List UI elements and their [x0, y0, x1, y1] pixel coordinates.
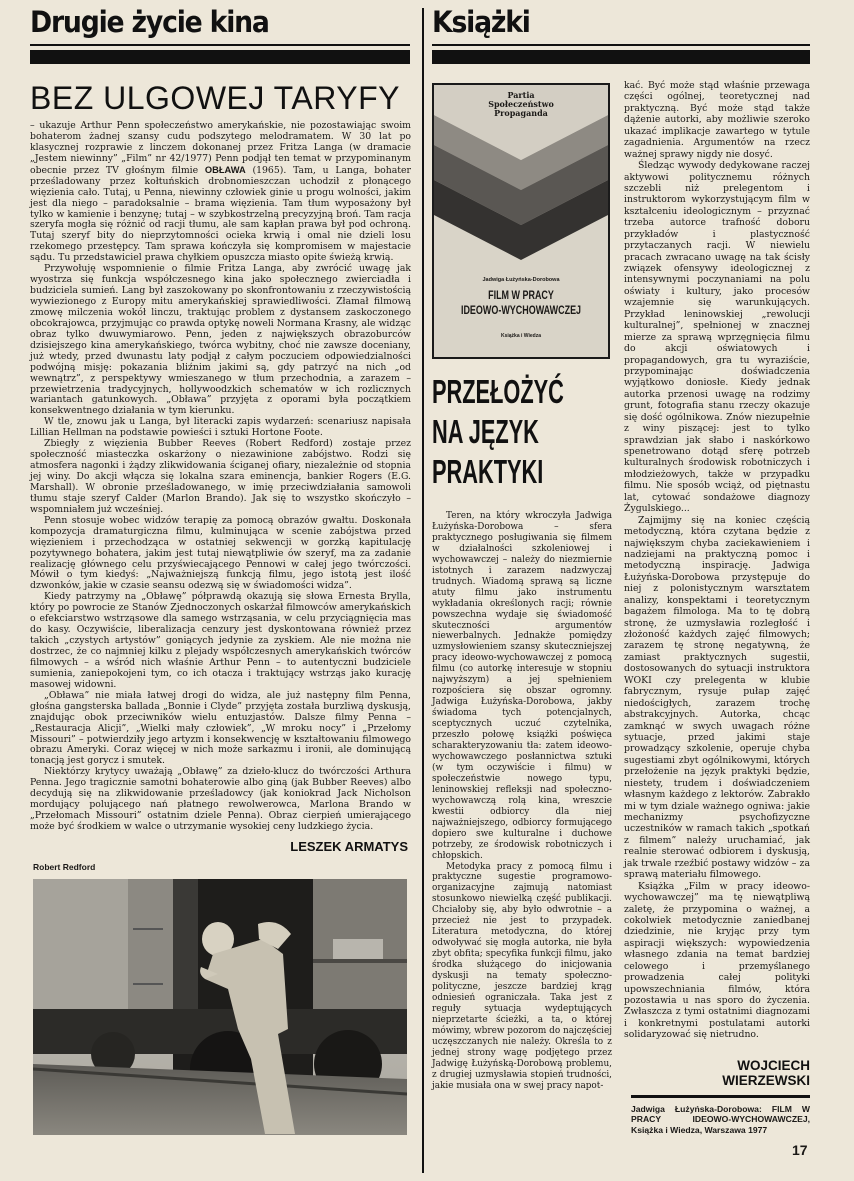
article-headline-bez-ulgowej-taryfy: BEZ ULGOWEJ TARYFY [30, 80, 400, 116]
author-byline-wojciech-wierzewski [640, 1058, 810, 1088]
headline-line: PRAKTYKI [432, 453, 544, 490]
paragraph [30, 121, 411, 264]
article-body-right-column [624, 80, 810, 1041]
paragraph: Kiedy patrzymy na „Obławę” półprawdą okazują się słowa Ernesta Brylla, który po powrocie ze Stanów Zjednoczonych oskarżał filmowców amerykańskich o efekciarstwo wstrząsowe dla samego wstrząsania, w celu przyciągnięcia mas do kasy. Oczywiście, liberalizacja cenzury jest dyskontowana również przez takich „czystych artystów” goniących jedynie za zyskiem. Ale nie można nie dostrzec, że co najmniej kilku z plejady współczesnych amerykańskich twórców filmowych – a wśród nich właśnie Arthur Penn – to autentyczni budziciele sumienia, zaniepokojeni tym, co ich otacza i traktujący wstrząs jako kurację masowej widowni. [30, 591, 411, 690]
bibliography-rule [631, 1095, 810, 1098]
book-cover-author: Jadwiga Łużyńska-Dorobowa [482, 277, 560, 283]
paragraph: Przywołuję wspomnienie o filmie Fritza Langa, aby zwrócić uwagę jak wyostrza się funkcja współczesnego kina jako społecznego zwierciadła i budziciela sumień. Lang był zaszokowany po skonfrontowaniu z rzeczywistością wywiezionego z Europy mitu amerykańskiej sprawiedliwości. Złamał filmową zmowę milczenia wokół linczu, traktując problem z dystansem zaskoczonego obcokrajowca, przyjmując co prawda optykę noweli Normana Krasny, ale widząc obraz tylko dwuwymiarowo. Penn, jeden z największych obrazoburców dzisiejszego kina amerykańskiego, twórca wybitny, choć nie zawsze doceniany, już wtedy, przed dwunastu laty podjął z całym poczuciem odpowiedzialności podwójną misję: pokazania bliźnim jakimi są, gdy patrzyć na nich „od wewnątrz”, z perspektywy wmieszanego w tłum przechodnia, a zarazem – przewietrzenia tradycyjnych, hollywoodzkich schematów w ich rozlicznych wariantach gatunkowych. „Obława” przyjęta z oporami była początkiem konsekwentnego działania w tym kierunku. [30, 263, 411, 417]
series-word: Społeczeństwo [488, 99, 554, 109]
section-title-ksiazki: Książki [432, 5, 530, 39]
column-divider [422, 8, 424, 1173]
header-rule-thick-left [30, 50, 410, 64]
paragraph: Penn stosuje wobec widzów terapię za pomocą obrazów gwałtu. Doskonała kompozycja dramaturgiczna filmu, kulminująca w scenie zabójstwa przed więzieniem i przechodząca w ostatniej sekwencji w gorzką kapitulację pozytywnego bohatera, jakim jest tutaj niewątpliwie ów szeryf, ma za zadanie realizację głównego celu przyświecającego Pennowi w całej jego twórczości. Mówił o tym kiedyś: „Najważniejszą funkcją filmu, jego istotą jest ilość dzwonków, jakie w czasie seansu odezwą się w świadomości widza”. [30, 514, 411, 592]
paragraph: Książka „Film w pracy ideowo-wychowawczej” ma tę niewątpliwą zaletę, że przypomina o ważnej, a cokolwiek metodycznie zaniedbanej dziedzinie, nie kryjąc przy tym aspiracji większych: wypowiedzenia własnego zdania na temat bardziej celowego i przemyślanego prowadzenia całej polityki upowszechniania filmów, która pozostawia u nas sporo do życzenia. Zwłaszcza z tymi ostatnimi diagnozami i konkretnymi postulatami autorki solidaryzować się nietrudno. [624, 880, 810, 1041]
film-still-illustration [33, 879, 407, 1135]
article-body-middle-column [432, 511, 612, 1092]
book-cover [432, 83, 610, 359]
paragraph: Śledząc wywody dedykowane raczej aktywowi politycznemu różnych szczebli niż prelegentom i instruktorom wykorzystującym film w kształceniu ideologicznym – przyznać trzeba autorce trafność doboru przykładów i plastyczność przytaczanych racji. W niewielu pracach zwracano uwagę na tak ścisły związek ofensywy ideologicznej z intensywnymi poczynaniami na polu oświaty i kultury, jako procesów wzajemnie się warunkujących. Przykład leninowskiej „rewolucji kulturalnej”, spełnionej w znacznej mierze za sprawą wprzęgnięcia filmu do akcji oświatowych i propagandowych, gra tu wyraziście, przypominając doświadczenia wyjątkowo doniosłe. Kiedy jednak autorka przenosi uwagę na rodzimy grunt, fotografia stanu rzeczy okazuje się dość ogólnikowa. Znów niezupełnie z winy piszącej: jest to tylko sprawdzian jak słabo i naskórkowo spenetrowano dotąd sferę potrzeb kulturalnych środowisk robotniczych i młodzieżowych, także w przypadku filmu. Nie sposób wciąż, od piętnastu lat, cytować sondażowe diagnozy Żygulskiego... [624, 160, 810, 515]
paragraph: „Obława” nie miała łatwej drogi do widza, ale już następny film Penna, głośna gangsterska ballada „Bonnie i Clyde” przyjęta została burzliwą dyskusją, znajdując obok przeciwników wielu entuzjastów. Dalsze filmy Penna – „Restauracja Alicji”, „Wielki mały człowiek”, „W mroku nocy” i „Przełomy Missouri” – potwierdziły jego artyzm i konsekwencję w kształtowaniu filmowego obrazu Ameryki. Coraz więcej w nich może sarkazmu i ironii, ale dominującą tonacją jest gorycz i smutek. [30, 689, 411, 767]
paragraph-text: (1965). Tam, u Langa, bohater prześladowany przez kołtuńskich drobnomieszczan uchodził z płonącego więzienia cało. Tutaj, u Penna, niewinny człowiek ginie u progu wolności, jakim jest dla niego – paradoksalnie – brama więzienia. Tam tłum wyposażony był tylko w kamienie i benzynę; tutaj – w szybkostrzelną precyzyjną broń. Tam racja szeryfa mogła się różnić od racji tłumu, ale sam kapłan prawa był pod ochroną. Tutaj szeryf bity do nieprzytomności ocieka krwią i omal nie dzieli losu rzekomego przestępcy. Tam sprawa kończyła się kompromisem w majestacie sądu. Tu przedstawiciel prawa chyłkiem opuszcza miasto opite świeżą krwią. [30, 164, 411, 264]
film-still-photo [33, 879, 407, 1135]
paragraph: Teren, na który wkroczyła Jadwiga Łużyńska-Dorobowa – sfera praktycznego posługiwania się filmem w działalności szkoleniowej i wychowawczej – należy do niezmiernie istotnych i zarazem nadzwyczaj trudnych. Wiadomą sprawą są liczne atuty filmu jako instrumentu wykładania określonych racji; równie powszechna wydaje się świadomość skuteczności argumentów niewerbalnych. Jednakże pomiędzy uzmysłowieniem szansy skuteczniejszej pracy ideowo-wychowawczej z pomocą filmu (co autorkę interesuje w stopniu najwyższym) a jej spełnieniem rozpościera się obszar ogromny. Jadwiga Łużyńska-Dorobowa, jakby świadoma tych potencjalnych, sceptycznych uczuć czytelnika, przeszło połowę książki poświęca scharakteryzowaniu tła: zatem ideowo-wychowawczego posłannictwa sztuki (w tym oczywiście i filmu) w społeczeństwie nowego typu, leninowskiej refleksji nad społeczno-wychowawczą rolą kina, wreszcie kwestii odbiorcy dla niej najważniejszego, odbiorcy formującego dopiero swe kulturalne i duchowe potrzeby, ze środowisk robotniczych i chłopskich. [432, 511, 612, 861]
book-title-line: FILM W PRACY [488, 290, 554, 302]
photo-caption: Robert Redford [33, 862, 96, 872]
section-title-drugie-zycie-kina: Drugie życie kina [30, 5, 269, 39]
header-rule-thin-left [30, 44, 410, 46]
book-cover-title [453, 289, 589, 319]
paragraph: kać. Być może stąd właśnie przewaga części ogólnej, teoretycznej nad praktyczną. Być może stąd także dążenie autorki, aby możliwie szeroko ukazać implikacje zawartego w tytule zagadnienia. Argumentów na rzecz ważnej sprawy nigdy nie dosyć. [624, 80, 810, 160]
paragraph: Zajmijmy się na koniec częścią metodyczną, która czytana będzie z największym chyba zaciekawieniem i nadziejami na praktyczną pomoc i metodyczną inspirację. Jadwiga Łużyńska-Dorobowa przystępuje do niej z polonistycznym warsztatem analizy, konspektami i teoretycznym bagażem filmologa. Ma to tę dobrą stronę, że uzmysławia rozległość i złożoność każdych zajęć filmowych; zarazem tę stronę negatywną, że zamiast praktycznych sugestii, dostosowanych do sytuacji instruktora WOKI czy prelegenta w klubie fabrycznym, rysuje pułap zajęć niedościgłych, zarazem trochę abstrakcyjnych. Autorka, chcąc zamknąć w swych uwagach różne sytuacje, przed jakimi staje prowadzący szkolenie, operuje chyba sugestiami zbyt ogólnikowymi, których przełożenie na język praktyki będzie, niestety, trudem i doświadczeniem własnym każdego z lektorów. Zabrakło mi w tym dziale ważnego ogniwa: jakie mechanizmy psychofizyczne uczestników w ramach takich „spotkań z filmem” należy uruchamiać, jak realnie sterować odbiorem i dyskusją, jak trwale rzeźbić postawy widzów – za sprawą materiału filmowego. [624, 514, 810, 881]
series-word: Propaganda [494, 108, 548, 118]
page-number: 17 [792, 1142, 808, 1158]
header-rule-thin-right [432, 44, 810, 46]
paragraph: Niektórzy krytycy uważają „Obławę” za dzieło-klucz do twórczości Arthura Penna. Jego tragicznie samotni bohaterowie albo giną (jak Bubber Reeves) albo decydują się na zlikwidowanie prześladowcy (jak koniokrad Jack Nicholson mordujący polującego nań płatnego rewolwerowca, Marlona Brando w „Przełomach Missouri” ostatnim dziele Penna). Obraz cierpień umierającego może być środkiem w walce o utrzymanie wysokiej ceny ludzkiego życia. [30, 766, 411, 832]
author-first-name: WOJCIECH [737, 1058, 810, 1073]
article-body-bez-ulgowej-taryfy [30, 121, 411, 833]
author-last-name: WIERZEWSKI [722, 1073, 810, 1088]
article-headline-przelozyc-na-jezyk-praktyki [432, 372, 564, 492]
headline-line: NA JĘZYK [432, 413, 539, 450]
header-rule-thick-right [432, 50, 810, 64]
book-cover-publisher: Książka i Wiedza [501, 333, 541, 339]
paragraph: Zbiegły z więzienia Bubber Reeves (Robert Redford) zostaje przez społeczność miasteczka oskarżony o niezawinione zabójstwo. Rodzi się atmosfera nagonki i żądzy zlikwidowania ściganej ofiary, niezależnie od stopnia jej winy. Do akcji włącza się lokalna szara eminencja, bankier Rogers (E.G. Marshall). W obronie prześladowanego, w imię przeciwdziałania samowoli tłumu staje szeryf Calder (Marlon Brando). Jak się to wszystko skończyło – wspomniałem już wcześniej. [30, 438, 411, 515]
book-title-line: IDEOWO-WYCHOWAWCZEJ [460, 305, 582, 317]
author-byline-leszek-armatys: LESZEK ARMATYS [290, 839, 408, 854]
film-title: OBŁAWA [204, 164, 246, 175]
paragraph: Metodyka pracy z pomocą filmu i praktyczne sugestie programowo-organizacyjne zajmują natomiast stosunkowo niewielką część publikacji. Chciałoby się, aby było odwrotnie – a przecież nie jest to przypadek. Literatura metodyczna, do której odwoływać się mogła autorka, nie była zbyt obfita; specyfika funkcji filmu, jako środka służącego do inicjowania dyskusji na tematy społeczno-polityczne, jeszcze bardziej krąg odniesień ograniczała. Taka jest z reguły sytuacja wydeptujących nieprzetarte ścieżki, a ta, o której mówimy, wbrew pozorom do najczęściej uczęszczanych nie należy. Określa to z jednej strony wagę podjętego przez Jadwigę Łużyńską-Dorobową problemu, z drugiej uzmysławia stopień trudności, jakie musiała ona w swej pracy napot- [432, 861, 613, 1091]
book-cover-series [434, 91, 608, 118]
paragraph: W tle, znowu jak u Langa, był literacki zapis wydarzeń: scenariusz napisała Lillian Hellman na podstawie powieści i sztuki Hortone Foote. [30, 416, 411, 439]
paragraph-text: – ukazuje Arthur Penn społeczeństwo amerykańskie, nie pozostawiając swoim bohaterom żadnej szansy cudu podszytego melodramatem. W 30 lat po klasycznej rozprawie z linczem dokonanej przez Fritza Langa (w dramacie „Jestem niewinny” „Film” nr 42/1977) Penn podjął ten temat w przypominanym obecnie przez TV głośnym filmie [30, 120, 411, 176]
headline-line: PRZEŁOŻYĆ [432, 373, 564, 410]
bibliography-note: Jadwiga Łużyńska-Dorobowa: FILM W PRACY IDEOWO-WYCHOWAWCZEJ, Książka i Wiedza, Warszawa 1977 [631, 1104, 810, 1135]
series-word: Partia [507, 90, 535, 100]
